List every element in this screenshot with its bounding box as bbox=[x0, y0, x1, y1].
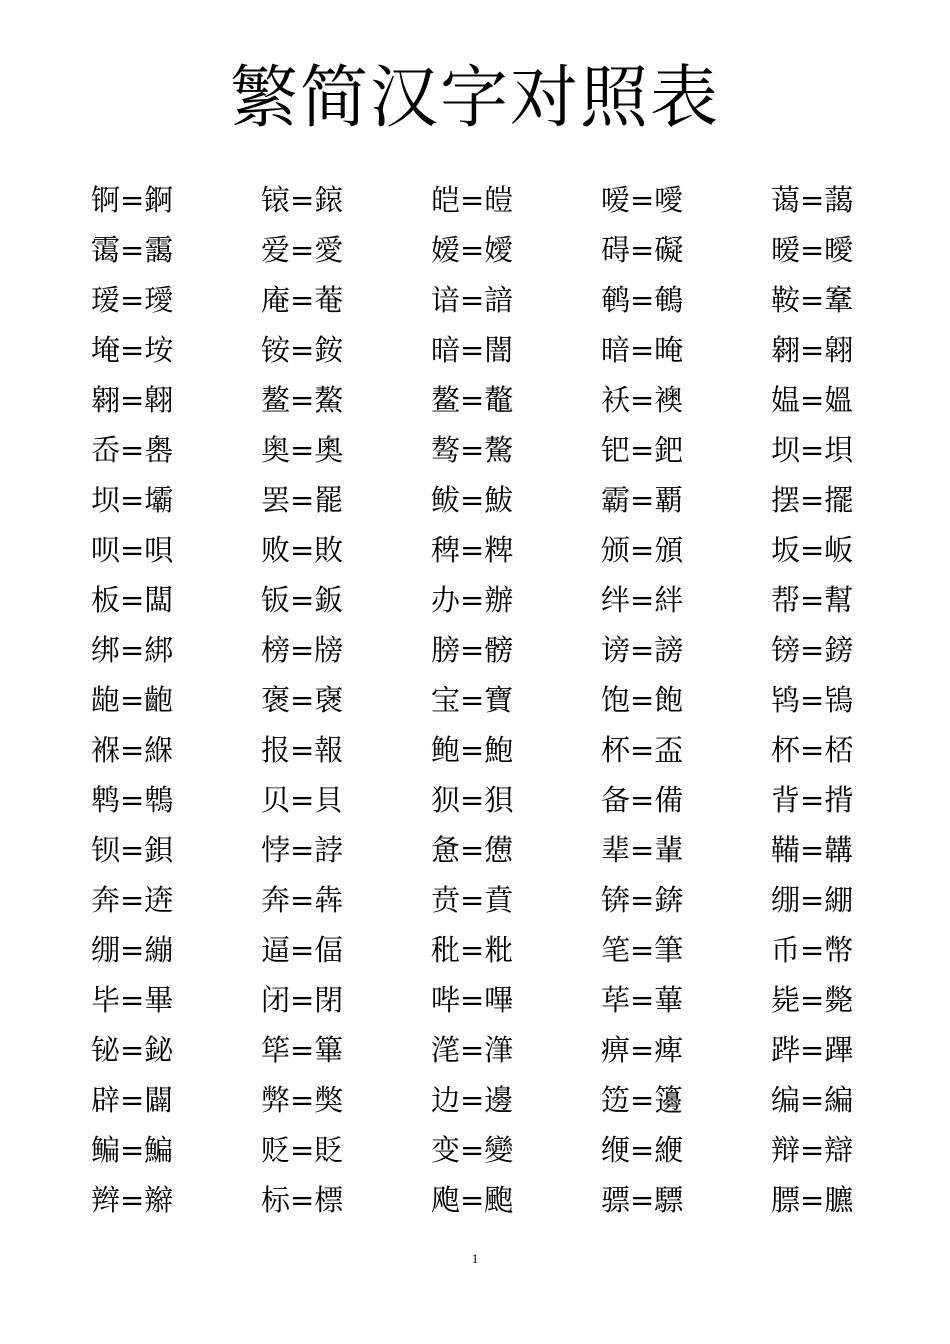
character-pair: 办=辦 bbox=[431, 583, 514, 617]
character-pair: 奥=奧 bbox=[261, 433, 344, 467]
character-pair: 狈=狽 bbox=[431, 783, 514, 817]
character-pair: 贬=貶 bbox=[261, 1133, 344, 1167]
character-pair: 骠=驃 bbox=[601, 1183, 684, 1217]
character-pair: 霸=覇 bbox=[601, 483, 684, 517]
character-pair: 杯=桮 bbox=[771, 733, 854, 767]
character-pair: 袄=襖 bbox=[601, 383, 684, 417]
character-pair: 板=闆 bbox=[91, 583, 174, 617]
page-number: 1 bbox=[471, 1251, 479, 1266]
character-pair: 败=敗 bbox=[261, 533, 344, 567]
character-pair: 绊=絆 bbox=[601, 583, 684, 617]
character-pair: 钣=鈑 bbox=[261, 583, 344, 617]
character-pair: 锛=錛 bbox=[601, 883, 684, 917]
character-pair: 鹎=鵯 bbox=[91, 783, 174, 817]
character-pair: 鞍=鞌 bbox=[771, 283, 854, 317]
character-pair: 鲅=鮁 bbox=[431, 483, 514, 517]
character-pair: 毕=畢 bbox=[91, 983, 174, 1017]
character-pair: 逼=偪 bbox=[261, 933, 344, 967]
character-pair: 报=報 bbox=[261, 733, 344, 767]
character-pair: 筚=篳 bbox=[261, 1033, 344, 1067]
character-pair: 贲=賁 bbox=[431, 883, 514, 917]
character-pair: 谤=謗 bbox=[601, 633, 684, 667]
character-pair: 奔=逩 bbox=[91, 883, 174, 917]
character-pair: 杯=盃 bbox=[601, 733, 684, 767]
character-pair: 奔=犇 bbox=[261, 883, 344, 917]
character-pair: 暧=曖 bbox=[771, 233, 854, 267]
character-pair: 鳌=鰲 bbox=[261, 383, 344, 417]
character-pair: 鳌=鼇 bbox=[431, 383, 514, 417]
character-pair: 埯=垵 bbox=[91, 333, 174, 367]
character-pair: 呗=唄 bbox=[91, 533, 174, 567]
character-pair: 铋=鉍 bbox=[91, 1033, 174, 1067]
character-pair: 碍=礙 bbox=[601, 233, 684, 267]
character-pair: 荜=蓽 bbox=[601, 983, 684, 1017]
character-pair: 翱=翺 bbox=[91, 383, 174, 417]
character-pair: 缏=緶 bbox=[601, 1133, 684, 1167]
character-pair: 爱=愛 bbox=[261, 233, 344, 267]
character-pair: 变=變 bbox=[431, 1133, 514, 1167]
character-pair: 龅=齙 bbox=[91, 683, 174, 717]
character-pair: 颁=頒 bbox=[601, 533, 684, 567]
character-pair: 钡=鋇 bbox=[91, 833, 174, 867]
character-pair: 悖=誖 bbox=[261, 833, 344, 867]
character-pair: 褒=襃 bbox=[261, 683, 344, 717]
character-pair: 罢=罷 bbox=[261, 483, 344, 517]
character-pair: 闭=閉 bbox=[261, 983, 344, 1017]
character-pair: 辫=辮 bbox=[91, 1183, 174, 1217]
character-pair: 骜=驁 bbox=[431, 433, 514, 467]
character-pair: 毙=斃 bbox=[771, 983, 854, 1017]
character-pair: 媪=媼 bbox=[771, 383, 854, 417]
character-pair: 榜=牓 bbox=[261, 633, 344, 667]
character-pair: 秕=粃 bbox=[431, 933, 514, 967]
character-pair: 膀=髈 bbox=[431, 633, 514, 667]
character-pair: 哔=嗶 bbox=[431, 983, 514, 1017]
character-pair: 暗=闇 bbox=[431, 333, 514, 367]
character-pair: 钯=鈀 bbox=[601, 433, 684, 467]
character-table bbox=[91, 175, 881, 1225]
character-pair: 弊=獘 bbox=[261, 1083, 344, 1117]
character-pair: 贝=貝 bbox=[261, 783, 344, 817]
character-pair: 边=邊 bbox=[431, 1083, 514, 1117]
character-pair: 痹=痺 bbox=[601, 1033, 684, 1067]
character-pair: 暗=晻 bbox=[601, 333, 684, 367]
character-pair: 辩=辯 bbox=[771, 1133, 854, 1167]
character-pair: 翱=翶 bbox=[771, 333, 854, 367]
character-pair: 谙=諳 bbox=[431, 283, 514, 317]
character-pair: 坝=垻 bbox=[771, 433, 854, 467]
character-pair: 绷=繃 bbox=[91, 933, 174, 967]
character-pair: 饱=飽 bbox=[601, 683, 684, 717]
character-pair: 鲍=鮑 bbox=[431, 733, 514, 767]
character-pair: 嗳=噯 bbox=[601, 183, 684, 217]
character-pair: 坝=壩 bbox=[91, 483, 174, 517]
character-pair: 背=揹 bbox=[771, 783, 854, 817]
character-pair: 铵=銨 bbox=[261, 333, 344, 367]
character-pair: 惫=憊 bbox=[431, 833, 514, 867]
page-title: 繁简汉字对照表 bbox=[229, 59, 720, 138]
character-pair: 辟=闢 bbox=[91, 1083, 174, 1117]
character-pair: 鳊=鯿 bbox=[91, 1133, 174, 1167]
character-pair: 宝=寶 bbox=[431, 683, 514, 717]
character-pair: 庵=菴 bbox=[261, 283, 344, 317]
character-pair: 标=標 bbox=[261, 1183, 344, 1217]
character-pair: 绷=綳 bbox=[771, 883, 854, 917]
character-pair: 霭=靄 bbox=[91, 233, 174, 267]
character-pair: 镑=鎊 bbox=[771, 633, 854, 667]
character-pair: 稗=粺 bbox=[431, 533, 514, 567]
character-pair: 备=備 bbox=[601, 783, 684, 817]
character-pair: 蔼=藹 bbox=[771, 183, 854, 217]
character-pair: 岙=嶴 bbox=[91, 433, 174, 467]
character-pair: 编=編 bbox=[771, 1083, 854, 1117]
character-pair: 滗=潷 bbox=[431, 1033, 514, 1067]
character-pair: 飑=颮 bbox=[431, 1183, 514, 1217]
character-pair: 鸨=鴇 bbox=[771, 683, 854, 717]
character-pair: 辈=輩 bbox=[601, 833, 684, 867]
character-pair: 瑷=璦 bbox=[91, 283, 174, 317]
character-pair: 鹌=鵪 bbox=[601, 283, 684, 317]
character-pair: 锕=錒 bbox=[91, 183, 174, 217]
character-pair: 跸=蹕 bbox=[771, 1033, 854, 1067]
character-pair: 坂=岅 bbox=[771, 533, 854, 567]
character-pair: 币=幣 bbox=[771, 933, 854, 967]
character-pair: 绑=綁 bbox=[91, 633, 174, 667]
character-pair: 皑=皚 bbox=[431, 183, 514, 217]
character-pair: 褓=緥 bbox=[91, 733, 174, 767]
character-pair: 鞴=韝 bbox=[771, 833, 854, 867]
character-pair: 锿=鎄 bbox=[261, 183, 344, 217]
character-pair: 笔=筆 bbox=[601, 933, 684, 967]
character-pair: 膘=臕 bbox=[771, 1183, 854, 1217]
character-pair: 笾=籩 bbox=[601, 1083, 684, 1117]
character-pair: 嫒=嬡 bbox=[431, 233, 514, 267]
character-pair: 帮=幫 bbox=[771, 583, 854, 617]
character-pair: 摆=擺 bbox=[771, 483, 854, 517]
